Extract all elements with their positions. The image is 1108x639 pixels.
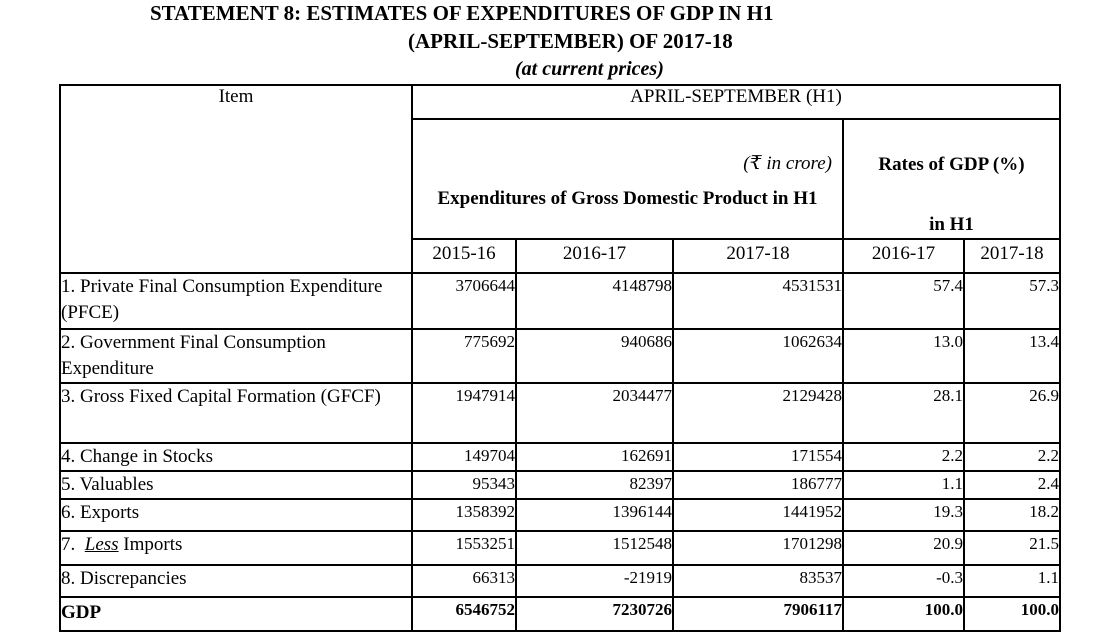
value-cell: 6546752 bbox=[412, 597, 516, 631]
table-row bbox=[60, 383, 1060, 443]
row-label bbox=[60, 531, 412, 565]
rate-cell: 57.4 bbox=[843, 273, 964, 329]
rates-subheader: in H1 bbox=[929, 214, 974, 235]
rate-cell: 13.4 bbox=[964, 329, 1060, 383]
rate-cell: 2.4 bbox=[964, 471, 1060, 499]
value-cell: 186777 bbox=[673, 471, 843, 499]
rate-cell: 28.1 bbox=[843, 383, 964, 443]
row-label-less: Less bbox=[84, 534, 119, 555]
rate-cell: 1.1 bbox=[964, 565, 1060, 597]
row-label: 2. Government Final Consumption Expenditure bbox=[60, 329, 412, 383]
table-row bbox=[60, 471, 1060, 499]
value-cell: 1553251 bbox=[412, 531, 516, 565]
rate-year-header-2017-18: 2017-18 bbox=[964, 239, 1060, 273]
unit-note: (₹ in crore) bbox=[743, 153, 832, 174]
value-cell: 3706644 bbox=[412, 273, 516, 329]
row-label: 8. Discrepancies bbox=[60, 565, 412, 597]
value-cell: 1396144 bbox=[516, 499, 673, 531]
table-row bbox=[60, 329, 1060, 383]
row-label-prefix: 7. bbox=[61, 534, 85, 555]
value-cell: 1441952 bbox=[673, 499, 843, 531]
value-cell: 162691 bbox=[516, 443, 673, 471]
table-row bbox=[60, 531, 1060, 565]
statement-period-title: (APRIL-SEPTEMBER) OF 2017-18 bbox=[408, 29, 733, 53]
gdp-total-row bbox=[60, 597, 1060, 631]
rate-cell: 1.1 bbox=[843, 471, 964, 499]
rate-cell: 21.5 bbox=[964, 531, 1060, 565]
rate-year-header-2016-17: 2016-17 bbox=[843, 239, 964, 273]
rate-cell: 20.9 bbox=[843, 531, 964, 565]
row-label: 4. Change in Stocks bbox=[60, 443, 412, 471]
rate-cell: 100.0 bbox=[843, 597, 964, 631]
expenditure-header: Expenditures of Gross Domestic Product in H1 bbox=[437, 188, 818, 209]
value-cell: 171554 bbox=[673, 443, 843, 471]
rates-header-cell bbox=[843, 119, 1060, 239]
value-cell: 4531531 bbox=[673, 273, 843, 329]
row-label-suffix: Imports bbox=[118, 534, 183, 555]
rate-cell: 100.0 bbox=[964, 597, 1060, 631]
value-cell: 83537 bbox=[673, 565, 843, 597]
rate-cell: 57.3 bbox=[964, 273, 1060, 329]
rate-cell: 2.2 bbox=[964, 443, 1060, 471]
value-cell: 82397 bbox=[516, 471, 673, 499]
table-row bbox=[60, 443, 1060, 471]
value-cell: 2129428 bbox=[673, 383, 843, 443]
table-row bbox=[60, 565, 1060, 597]
value-cell: -21919 bbox=[516, 565, 673, 597]
gdp-expenditure-table bbox=[59, 84, 1061, 632]
rate-cell: -0.3 bbox=[843, 565, 964, 597]
row-label: 5. Valuables bbox=[60, 471, 412, 499]
value-cell: 1062634 bbox=[673, 329, 843, 383]
value-cell: 775692 bbox=[412, 329, 516, 383]
rate-cell: 13.0 bbox=[843, 329, 964, 383]
value-cell: 1358392 bbox=[412, 499, 516, 531]
rate-cell: 26.9 bbox=[964, 383, 1060, 443]
year-header-2015-16: 2015-16 bbox=[412, 239, 516, 273]
year-header-2017-18: 2017-18 bbox=[673, 239, 843, 273]
table-row bbox=[60, 499, 1060, 531]
table-row bbox=[60, 273, 1060, 329]
row-label: 1. Private Final Consumption Expenditure (PFCE) bbox=[60, 273, 412, 329]
row-label: 3. Gross Fixed Capital Formation (GFCF) bbox=[60, 383, 412, 443]
value-cell: 7906117 bbox=[673, 597, 843, 631]
statement-subtitle: (at current prices) bbox=[515, 58, 664, 80]
statement-title: STATEMENT 8: ESTIMATES OF EXPENDITURES OF GDP IN H1 bbox=[150, 1, 774, 25]
value-cell: 1947914 bbox=[412, 383, 516, 443]
rates-header: Rates of GDP (%) bbox=[878, 154, 1025, 175]
value-cell: 7230726 bbox=[516, 597, 673, 631]
value-cell: 940686 bbox=[516, 329, 673, 383]
expenditure-header-cell bbox=[412, 119, 843, 239]
item-column-header: Item bbox=[60, 85, 412, 273]
value-cell: 149704 bbox=[412, 443, 516, 471]
rate-cell: 19.3 bbox=[843, 499, 964, 531]
row-label: 6. Exports bbox=[60, 499, 412, 531]
value-cell: 2034477 bbox=[516, 383, 673, 443]
period-header: APRIL-SEPTEMBER (H1) bbox=[412, 85, 1060, 119]
value-cell: 1701298 bbox=[673, 531, 843, 565]
value-cell: 1512548 bbox=[516, 531, 673, 565]
value-cell: 66313 bbox=[412, 565, 516, 597]
rate-cell: 2.2 bbox=[843, 443, 964, 471]
row-label: GDP bbox=[60, 597, 412, 631]
value-cell: 4148798 bbox=[516, 273, 673, 329]
value-cell: 95343 bbox=[412, 471, 516, 499]
rate-cell: 18.2 bbox=[964, 499, 1060, 531]
year-header-2016-17: 2016-17 bbox=[516, 239, 673, 273]
